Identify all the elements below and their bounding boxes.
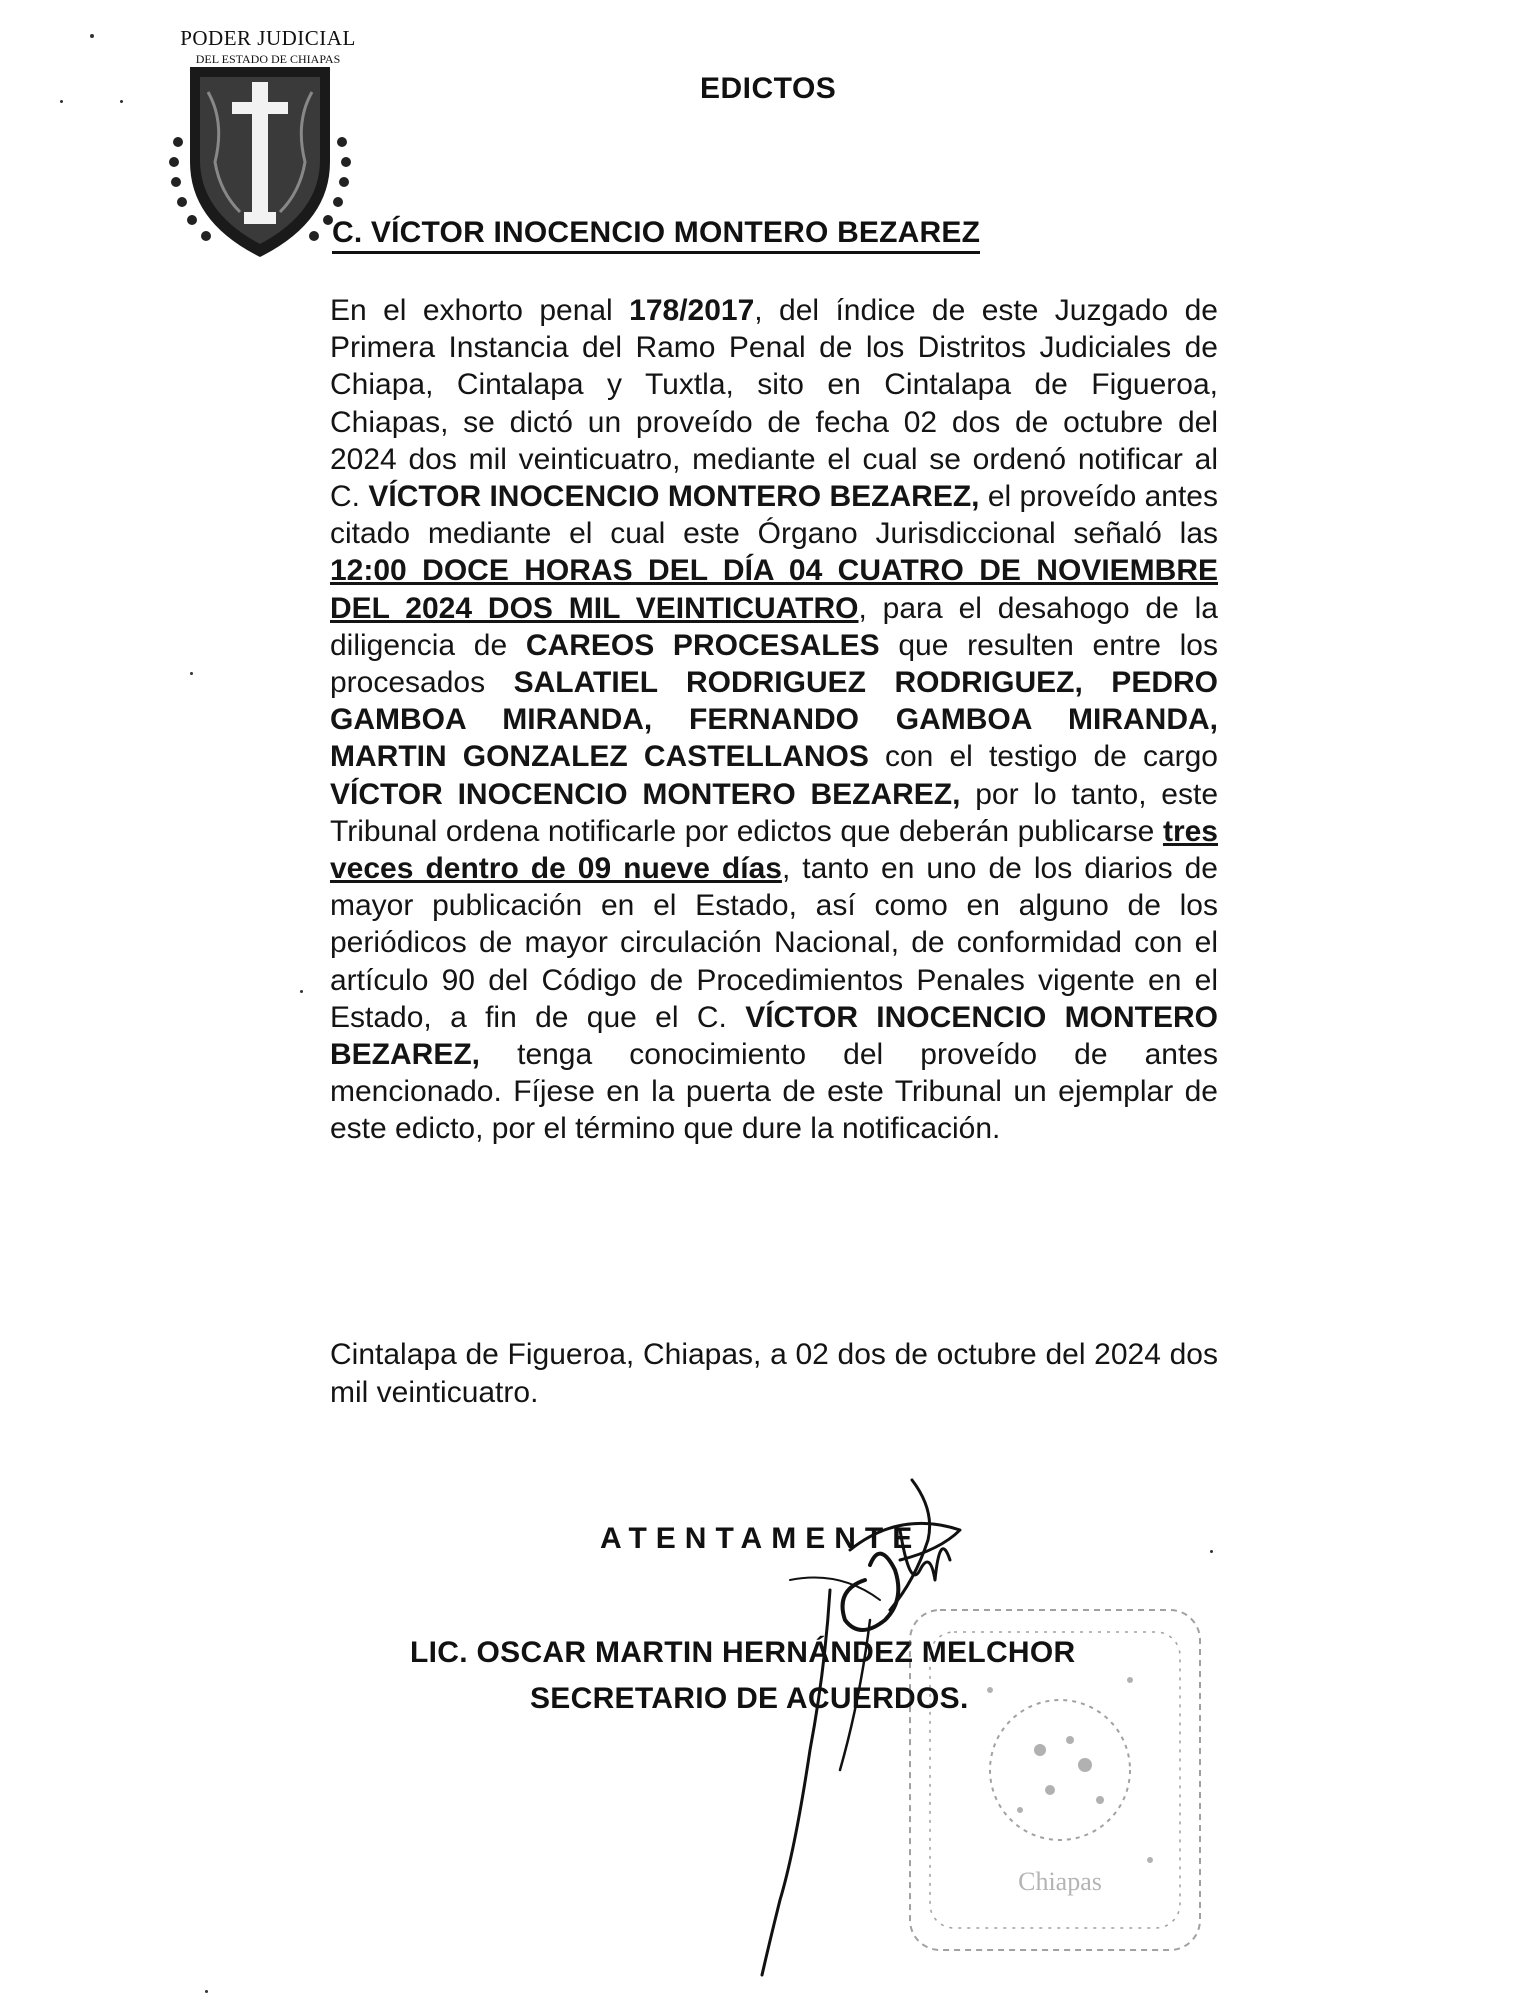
stamp-text: Chiapas xyxy=(1018,1867,1102,1896)
signer-name: LIC. OSCAR MARTIN HERNÁNDEZ MELCHOR xyxy=(410,1636,1076,1669)
body-text-1: En el exhorto penal xyxy=(330,294,630,327)
body-text-2: , del índice de este Juzgado de Primera Instancia del Ramo Penal de los Distritos Judiciales de Chiapa, Cintalapa y Tuxtla, sito en Cintalapa de Figueroa, Chiapas, se dictó un proveído de fecha 02 dos de octubre del 2024 dos mil veinticuatro, mediante el cual se ordenó notificar al C. xyxy=(330,294,1218,514)
signer-role: SECRETARIO DE ACUERDOS. xyxy=(530,1682,969,1715)
body-text-9: tenga conocimiento del proveído de antes mencionado. Fíjese en la puerta de este Tribunal un ejemplar de este edicto, por el término que dure la notificación. xyxy=(330,1038,1218,1146)
body-text-6: con el testigo de cargo xyxy=(868,740,1218,774)
scan-speck xyxy=(60,100,63,103)
witness-name: VÍCTOR INOCENCIO MONTERO BEZAREZ, xyxy=(330,777,961,811)
body-text-8: , tanto en uno de los diarios de mayor publicación en el Estado, así como en alguno de los periódicos de mayor circulación Nacional, de conformidad con el artículo 90 del Código de Procedimientos Penales vigente en el Estado, a fin de que el C. xyxy=(330,852,1218,1034)
document-heading: EDICTOS xyxy=(700,72,837,105)
seal-subtitle: DEL ESTADO DE CHIAPAS xyxy=(195,52,341,66)
closing-salutation: ATENTAMENTE xyxy=(600,1522,922,1555)
place-and-date: Cintalapa de Figueroa, Chiapas, a 02 dos de octubre del 2024 dos mil veinticuatro. xyxy=(330,1338,1218,1409)
seal-title: PODER JUDICIAL xyxy=(180,26,356,50)
body-text-4: , para el desahogo de la diligencia de xyxy=(330,591,1218,662)
shield-coat-of-arms-icon xyxy=(160,22,360,262)
body-text-7: por lo tanto, este Tribunal ordena notificarle por edictos que deberán publicarse xyxy=(330,777,1219,848)
scan-speck xyxy=(120,100,123,103)
case-number: 178/2017 xyxy=(629,294,755,327)
defendants-list: SALATIEL RODRIGUEZ RODRIGUEZ, PEDRO GAMBOA MIRANDA, FERNANDO GAMBOA MIRANDA, MARTIN GONZALEZ CASTELLANOS xyxy=(330,666,1218,774)
hearing-date: 12:00 DOCE HORAS DEL DÍA 04 CUATRO DE NOVIEMBRE DEL 2024 DOS MIL VEINTICUATRO xyxy=(330,554,1218,625)
publication-frequency: tres veces dentro de 09 nueve días xyxy=(330,814,1218,886)
scan-speck xyxy=(190,672,193,675)
scan-speck xyxy=(300,990,303,993)
scan-speck xyxy=(90,34,94,38)
body-text-5: que resulten entre los procesados xyxy=(330,628,1218,700)
edict-body xyxy=(330,292,1218,1148)
official-stamp-icon xyxy=(870,1560,1230,1990)
scan-speck xyxy=(205,1990,208,1993)
addressee-name: C. VÍCTOR INOCENCIO MONTERO BEZAREZ xyxy=(332,216,980,254)
diligence-name: CAREOS PROCESALES xyxy=(525,628,880,662)
scan-speck xyxy=(1210,1550,1213,1553)
notified-person-name-2: VÍCTOR INOCENCIO MONTERO BEZAREZ, xyxy=(330,1000,1218,1072)
body-text-3: el proveído antes citado mediante el cual este Órgano Jurisdiccional señaló las xyxy=(330,480,1218,551)
notified-person-name: VÍCTOR INOCENCIO MONTERO BEZAREZ, xyxy=(368,480,980,514)
